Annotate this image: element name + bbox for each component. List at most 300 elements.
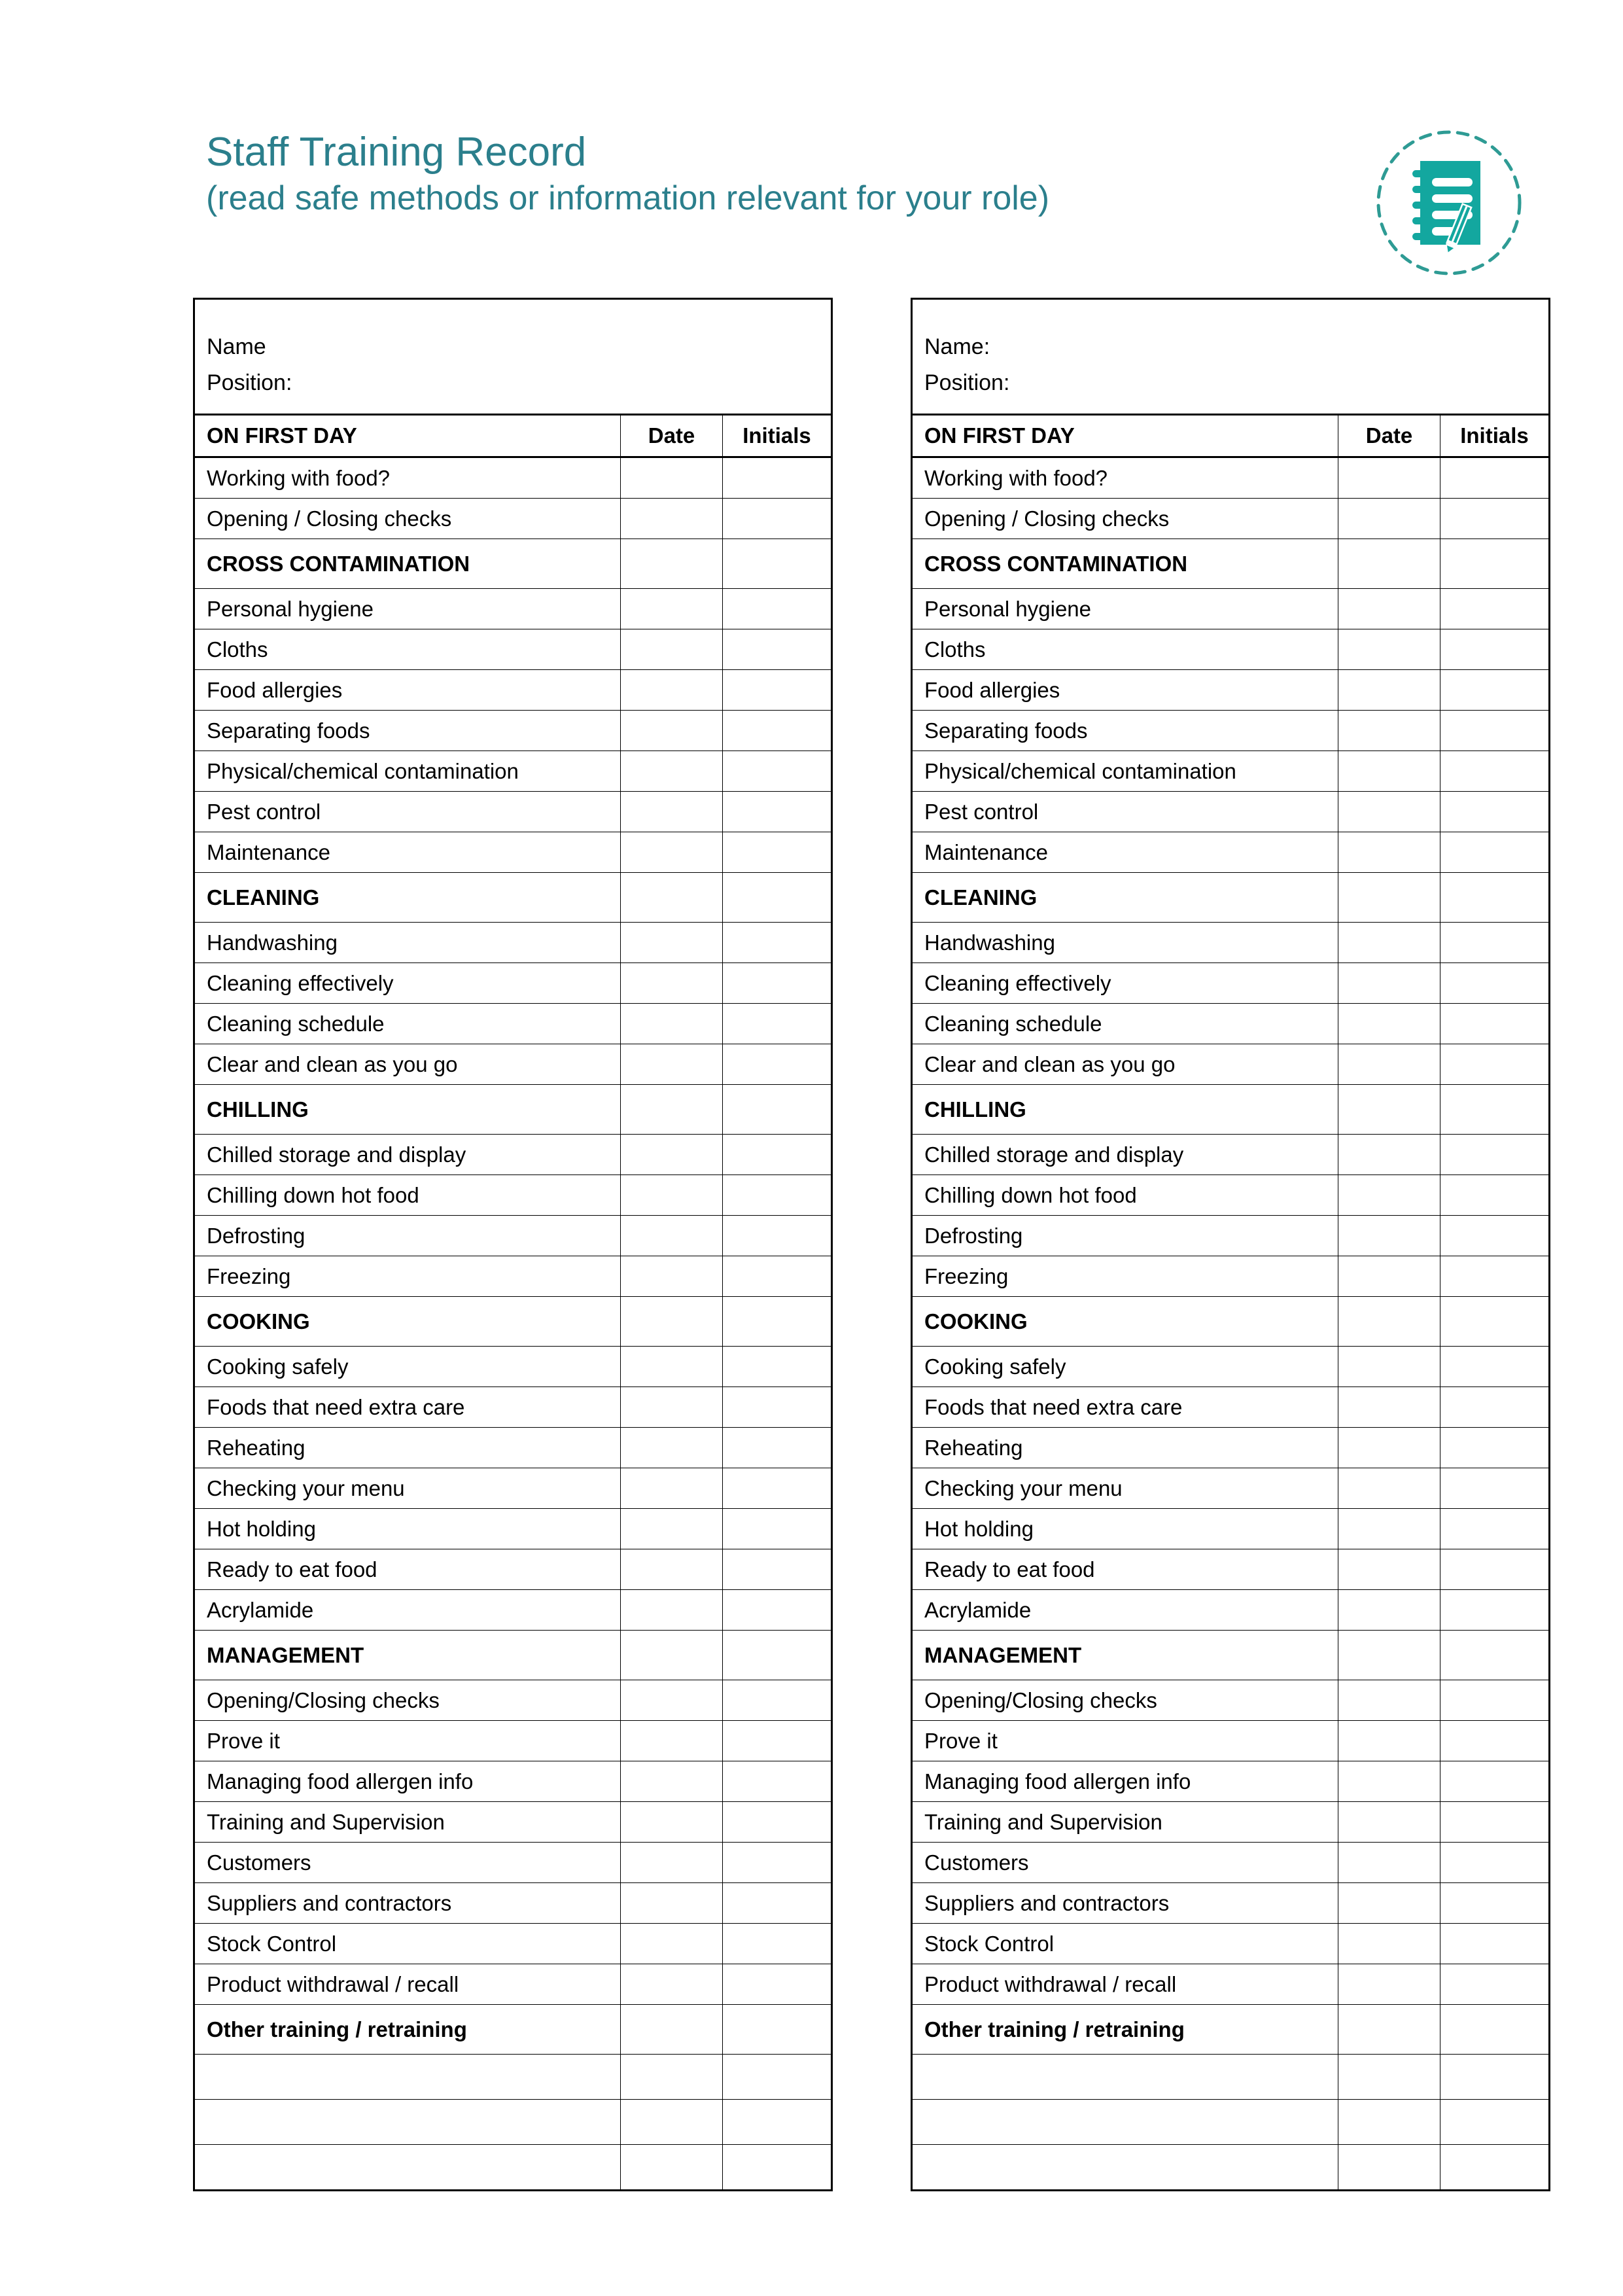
section-label: CROSS CONTAMINATION (194, 539, 621, 589)
initials-cell[interactable] (1440, 1721, 1550, 1761)
section-header-row (194, 539, 832, 589)
training-topic-label: Freezing (194, 1256, 621, 1297)
date-cell[interactable] (621, 923, 723, 963)
date-cell[interactable] (621, 499, 723, 539)
initials-cell[interactable] (1440, 1387, 1550, 1428)
training-topic-label: Cleaning effectively (194, 963, 621, 1004)
initials-cell[interactable] (723, 457, 832, 499)
training-topic-label: Opening/Closing checks (194, 1680, 621, 1721)
initials-cell[interactable] (1440, 832, 1550, 873)
date-cell[interactable] (621, 1761, 723, 1802)
initials-cell[interactable] (723, 1175, 832, 1216)
initials-cell[interactable] (723, 873, 832, 923)
training-topic-label: Customers (194, 1843, 621, 1883)
initials-cell[interactable] (723, 1631, 832, 1680)
training-topic-label: Chilling down hot food (194, 1175, 621, 1216)
initials-cell[interactable] (1440, 1347, 1550, 1387)
initials-cell[interactable] (723, 1347, 832, 1387)
training-topic-label: Hot holding (194, 1509, 621, 1549)
initials-cell[interactable] (1440, 2005, 1550, 2055)
table-row (912, 2100, 1550, 2145)
date-cell[interactable] (1338, 1761, 1440, 1802)
date-cell[interactable] (1338, 629, 1440, 670)
initials-cell[interactable] (723, 2005, 832, 2055)
training-topic-label: Product withdrawal / recall (194, 1964, 621, 2005)
training-topic-label: Pest control (912, 792, 1338, 832)
initials-cell[interactable] (723, 792, 832, 832)
date-cell[interactable] (621, 1883, 723, 1924)
date-cell[interactable] (621, 1085, 723, 1135)
date-cell[interactable] (1338, 499, 1440, 539)
section-header-row (194, 1085, 832, 1135)
date-cell[interactable] (621, 1680, 723, 1721)
table-row (912, 1175, 1550, 1216)
training-topic-label: Separating foods (912, 711, 1338, 751)
table-row (912, 499, 1550, 539)
initials-cell[interactable] (1440, 629, 1550, 670)
initials-cell[interactable] (1440, 1468, 1550, 1509)
training-topic-label: Checking your menu (912, 1468, 1338, 1509)
initials-cell[interactable] (1440, 1297, 1550, 1347)
initials-cell[interactable] (1440, 1428, 1550, 1468)
date-cell[interactable] (1338, 1680, 1440, 1721)
table-row (912, 1883, 1550, 1924)
table-row (912, 1428, 1550, 1468)
date-cell[interactable] (1338, 1964, 1440, 2005)
date-cell[interactable] (621, 1802, 723, 1843)
training-topic-label: Personal hygiene (194, 589, 621, 629)
initials-cell[interactable] (1440, 923, 1550, 963)
section-header-row (194, 873, 832, 923)
table-row (194, 2100, 832, 2145)
date-cell[interactable] (1338, 1590, 1440, 1631)
initials-cell[interactable] (723, 629, 832, 670)
date-cell[interactable] (621, 1428, 723, 1468)
date-cell[interactable] (1338, 539, 1440, 589)
table-row (194, 1175, 832, 1216)
date-cell[interactable] (621, 1924, 723, 1964)
date-cell[interactable] (621, 832, 723, 873)
section-label: Other training / retraining (912, 2005, 1338, 2055)
initials-cell[interactable] (1440, 1590, 1550, 1631)
date-cell[interactable] (621, 1347, 723, 1387)
training-topic-label[interactable] (194, 2145, 621, 2191)
initials-cell[interactable] (1440, 751, 1550, 792)
name-label: Name: (924, 334, 990, 359)
date-cell[interactable] (1338, 670, 1440, 711)
date-cell[interactable] (621, 589, 723, 629)
section-header-row (912, 1085, 1550, 1135)
training-topic-label: Hot holding (912, 1509, 1338, 1549)
initials-cell[interactable] (1440, 1256, 1550, 1297)
date-cell[interactable] (1338, 1135, 1440, 1175)
table-row (194, 923, 832, 963)
table-row (912, 751, 1550, 792)
initials-cell[interactable] (1440, 499, 1550, 539)
date-cell[interactable] (1338, 2055, 1440, 2100)
position-label: Position: (924, 370, 1010, 395)
initials-cell[interactable] (1440, 457, 1550, 499)
initials-cell[interactable] (723, 1387, 832, 1428)
date-cell[interactable] (1338, 2100, 1440, 2145)
initials-cell[interactable] (723, 2100, 832, 2145)
initials-cell[interactable] (723, 1297, 832, 1347)
initials-cell[interactable] (723, 1549, 832, 1590)
date-cell[interactable] (621, 1843, 723, 1883)
date-cell[interactable] (621, 1216, 723, 1256)
date-cell[interactable] (621, 1004, 723, 1044)
initials-cell[interactable] (1440, 1761, 1550, 1802)
table-row (194, 1509, 832, 1549)
table-row (194, 1044, 832, 1085)
section-header-row (194, 1297, 832, 1347)
identity-row (194, 299, 832, 415)
table-row (194, 1256, 832, 1297)
identity-cell[interactable] (912, 299, 1550, 415)
table-row (194, 1924, 832, 1964)
training-topic-label: Chilled storage and display (912, 1135, 1338, 1175)
initials-cell[interactable] (1440, 539, 1550, 589)
training-topic-label: Opening/Closing checks (912, 1680, 1338, 1721)
date-cell[interactable] (1338, 1468, 1440, 1509)
title-block (206, 130, 1049, 219)
table-row (912, 1924, 1550, 1964)
date-cell[interactable] (1338, 1004, 1440, 1044)
training-topic-label: Clear and clean as you go (194, 1044, 621, 1085)
initials-cell[interactable] (1440, 670, 1550, 711)
initials-cell[interactable] (723, 1085, 832, 1135)
date-cell[interactable] (1338, 589, 1440, 629)
initials-cell[interactable] (723, 963, 832, 1004)
date-cell[interactable] (1338, 1175, 1440, 1216)
identity-cell[interactable] (194, 299, 832, 415)
date-cell[interactable] (621, 1175, 723, 1216)
table-row (194, 1802, 832, 1843)
initials-cell[interactable] (723, 1428, 832, 1468)
date-cell[interactable] (1338, 1924, 1440, 1964)
date-cell[interactable] (1338, 1347, 1440, 1387)
table-row (194, 792, 832, 832)
training-topic-label[interactable] (194, 2100, 621, 2145)
logo (1364, 118, 1534, 288)
section-header-row (912, 1631, 1550, 1680)
date-cell[interactable] (1338, 1549, 1440, 1590)
date-cell[interactable] (621, 670, 723, 711)
training-topic-label: Cleaning schedule (194, 1004, 621, 1044)
training-topic-label: Reheating (912, 1428, 1338, 1468)
section-label: CLEANING (912, 873, 1338, 923)
date-cell[interactable] (621, 873, 723, 923)
date-cell[interactable] (621, 751, 723, 792)
table-row (194, 499, 832, 539)
date-cell[interactable] (621, 711, 723, 751)
initials-cell[interactable] (723, 923, 832, 963)
training-topic-label: Foods that need extra care (194, 1387, 621, 1428)
table-row (912, 1135, 1550, 1175)
initials-cell[interactable] (1440, 1883, 1550, 1924)
initials-cell[interactable] (723, 1761, 832, 1802)
table-row (194, 1843, 832, 1883)
initials-cell[interactable] (723, 499, 832, 539)
table-row (194, 1761, 832, 1802)
training-topic-label: Defrosting (912, 1216, 1338, 1256)
initials-cell[interactable] (723, 832, 832, 873)
table-row (912, 1216, 1550, 1256)
initials-cell[interactable] (723, 589, 832, 629)
date-cell[interactable] (621, 1135, 723, 1175)
date-cell[interactable] (621, 1468, 723, 1509)
initials-cell[interactable] (723, 1004, 832, 1044)
date-cell[interactable] (1338, 1631, 1440, 1680)
table-row (194, 832, 832, 873)
initials-cell[interactable] (723, 1256, 832, 1297)
date-cell[interactable] (1338, 832, 1440, 873)
table-row (194, 1135, 832, 1175)
table-row (912, 2145, 1550, 2191)
table-row (194, 2145, 832, 2191)
date-cell[interactable] (1338, 923, 1440, 963)
training-topic-label: Prove it (194, 1721, 621, 1761)
initials-cell[interactable] (1440, 1680, 1550, 1721)
section-header-row (912, 1297, 1550, 1347)
initials-cell[interactable] (1440, 1843, 1550, 1883)
date-cell[interactable] (621, 1509, 723, 1549)
training-topic-label: Opening / Closing checks (194, 499, 621, 539)
table-row (194, 670, 832, 711)
initials-cell[interactable] (1440, 1802, 1550, 1843)
date-cell[interactable] (1338, 457, 1440, 499)
date-cell[interactable] (1338, 751, 1440, 792)
initials-cell[interactable] (723, 1509, 832, 1549)
training-topic-label: Working with food? (912, 457, 1338, 499)
date-cell[interactable] (1338, 1387, 1440, 1428)
training-topic-label: Freezing (912, 1256, 1338, 1297)
date-cell[interactable] (621, 457, 723, 499)
initials-cell[interactable] (723, 539, 832, 589)
date-cell[interactable] (1338, 1802, 1440, 1843)
table-row (912, 1680, 1550, 1721)
initials-cell[interactable] (723, 751, 832, 792)
date-cell[interactable] (621, 963, 723, 1004)
date-cell[interactable] (621, 1387, 723, 1428)
table-row (912, 1843, 1550, 1883)
date-cell[interactable] (1338, 1843, 1440, 1883)
initials-cell[interactable] (723, 1044, 832, 1085)
initials-cell[interactable] (1440, 711, 1550, 751)
position-label: Position: (207, 370, 292, 395)
date-cell[interactable] (1338, 711, 1440, 751)
initials-cell[interactable] (1440, 963, 1550, 1004)
initials-cell[interactable] (723, 1883, 832, 1924)
date-cell[interactable] (621, 629, 723, 670)
training-topic-label: Ready to eat food (912, 1549, 1338, 1590)
training-topic-label: Stock Control (194, 1924, 621, 1964)
initials-cell[interactable] (1440, 1085, 1550, 1135)
table-row (912, 629, 1550, 670)
training-topic-label: Personal hygiene (912, 589, 1338, 629)
table-row (912, 1964, 1550, 2005)
initials-cell[interactable] (1440, 1044, 1550, 1085)
table-row (194, 1549, 832, 1590)
training-topic-label: Cloths (912, 629, 1338, 670)
date-cell[interactable] (621, 2005, 723, 2055)
initials-cell[interactable] (723, 1135, 832, 1175)
initials-cell[interactable] (1440, 589, 1550, 629)
training-topic-label: Ready to eat food (194, 1549, 621, 1590)
table-row (194, 963, 832, 1004)
table-row (194, 1680, 832, 1721)
table-row (912, 457, 1550, 499)
training-topic-label: Customers (912, 1843, 1338, 1883)
date-cell[interactable] (1338, 963, 1440, 1004)
table-row (194, 629, 832, 670)
initials-cell[interactable] (1440, 2055, 1550, 2100)
date-cell[interactable] (1338, 1883, 1440, 1924)
training-topic-label: Acrylamide (912, 1590, 1338, 1631)
table-row (912, 1761, 1550, 1802)
initials-cell[interactable] (1440, 873, 1550, 923)
date-cell[interactable] (621, 1549, 723, 1590)
training-topic-label: Training and Supervision (912, 1802, 1338, 1843)
initials-cell[interactable] (723, 1843, 832, 1883)
training-record-table-left (193, 298, 833, 2191)
initials-cell[interactable] (723, 1680, 832, 1721)
date-cell[interactable] (621, 1964, 723, 2005)
column-header-initials: Initials (1440, 415, 1550, 457)
date-cell[interactable] (621, 1721, 723, 1761)
initials-cell[interactable] (723, 1802, 832, 1843)
date-cell[interactable] (1338, 1721, 1440, 1761)
training-topic-label: Pest control (194, 792, 621, 832)
section-header-row (912, 539, 1550, 589)
date-cell[interactable] (621, 1256, 723, 1297)
initials-cell[interactable] (1440, 1964, 1550, 2005)
initials-cell[interactable] (1440, 1631, 1550, 1680)
initials-cell[interactable] (723, 1590, 832, 1631)
training-topic-label: Physical/chemical contamination (912, 751, 1338, 792)
table-row (194, 1347, 832, 1387)
initials-cell[interactable] (1440, 1004, 1550, 1044)
date-cell[interactable] (621, 2055, 723, 2100)
initials-cell[interactable] (1440, 1216, 1550, 1256)
section-label: CHILLING (194, 1085, 621, 1135)
training-topic-label: Cleaning effectively (912, 963, 1338, 1004)
table-row (194, 751, 832, 792)
table-row (912, 1044, 1550, 1085)
table-row (912, 923, 1550, 963)
initials-cell[interactable] (723, 2055, 832, 2100)
table-row (912, 1004, 1550, 1044)
training-topic-label: Cleaning schedule (912, 1004, 1338, 1044)
training-topic-label[interactable] (912, 2145, 1338, 2191)
date-cell[interactable] (1338, 1085, 1440, 1135)
date-cell[interactable] (1338, 2005, 1440, 2055)
initials-cell[interactable] (1440, 792, 1550, 832)
training-topic-label: Defrosting (194, 1216, 621, 1256)
training-topic-label: Handwashing (912, 923, 1338, 963)
table-row (194, 1964, 832, 2005)
initials-cell[interactable] (1440, 1549, 1550, 1590)
training-topic-label[interactable] (194, 2055, 621, 2100)
training-topic-label: Stock Control (912, 1924, 1338, 1964)
training-topic-label: Prove it (912, 1721, 1338, 1761)
date-cell[interactable] (1338, 2145, 1440, 2191)
training-topic-label[interactable] (912, 2055, 1338, 2100)
date-cell[interactable] (621, 1044, 723, 1085)
initials-cell[interactable] (723, 711, 832, 751)
table-row (912, 1802, 1550, 1843)
initials-cell[interactable] (1440, 1135, 1550, 1175)
table-row (912, 711, 1550, 751)
date-cell[interactable] (621, 2100, 723, 2145)
column-header-date: Date (621, 415, 723, 457)
table-row (912, 1387, 1550, 1428)
date-cell[interactable] (621, 539, 723, 589)
date-cell[interactable] (621, 1590, 723, 1631)
table-row (194, 1721, 832, 1761)
date-cell[interactable] (1338, 1216, 1440, 1256)
initials-cell[interactable] (1440, 1509, 1550, 1549)
date-cell[interactable] (621, 1631, 723, 1680)
table-row (194, 1387, 832, 1428)
date-cell[interactable] (1338, 1297, 1440, 1347)
table-row (194, 1468, 832, 1509)
initials-cell[interactable] (723, 2145, 832, 2191)
column-header-date: Date (1338, 415, 1440, 457)
initials-cell[interactable] (723, 1924, 832, 1964)
table-row (194, 1004, 832, 1044)
date-cell[interactable] (621, 2145, 723, 2191)
section-label: MANAGEMENT (912, 1631, 1338, 1680)
section-header-row (912, 2005, 1550, 2055)
table-row (194, 711, 832, 751)
table-row (912, 1590, 1550, 1631)
table-row (912, 1509, 1550, 1549)
initials-cell[interactable] (723, 1216, 832, 1256)
document-header (193, 118, 1547, 268)
table-row (912, 1549, 1550, 1590)
initials-cell[interactable] (723, 1721, 832, 1761)
table-row (194, 1216, 832, 1256)
initials-cell[interactable] (723, 1468, 832, 1509)
training-topic-label: Separating foods (194, 711, 621, 751)
training-topic-label: Physical/chemical contamination (194, 751, 621, 792)
date-cell[interactable] (1338, 792, 1440, 832)
training-topic-label: Cloths (194, 629, 621, 670)
training-topic-label: Handwashing (194, 923, 621, 963)
initials-cell[interactable] (1440, 2145, 1550, 2191)
training-topic-label: Maintenance (912, 832, 1338, 873)
initials-cell[interactable] (1440, 1175, 1550, 1216)
date-cell[interactable] (1338, 873, 1440, 923)
initials-cell[interactable] (723, 1964, 832, 2005)
date-cell[interactable] (1338, 1256, 1440, 1297)
initials-cell[interactable] (1440, 2100, 1550, 2145)
date-cell[interactable] (1338, 1509, 1440, 1549)
date-cell[interactable] (1338, 1044, 1440, 1085)
date-cell[interactable] (621, 1297, 723, 1347)
training-topic-label[interactable] (912, 2100, 1338, 2145)
training-record-tables (193, 298, 1550, 2191)
initials-cell[interactable] (723, 670, 832, 711)
initials-cell[interactable] (1440, 1924, 1550, 1964)
column-header-initials: Initials (723, 415, 832, 457)
training-topic-label: Product withdrawal / recall (912, 1964, 1338, 2005)
notebook-pencil-icon (1364, 118, 1534, 288)
date-cell[interactable] (621, 792, 723, 832)
date-cell[interactable] (1338, 1428, 1440, 1468)
table-row (912, 589, 1550, 629)
